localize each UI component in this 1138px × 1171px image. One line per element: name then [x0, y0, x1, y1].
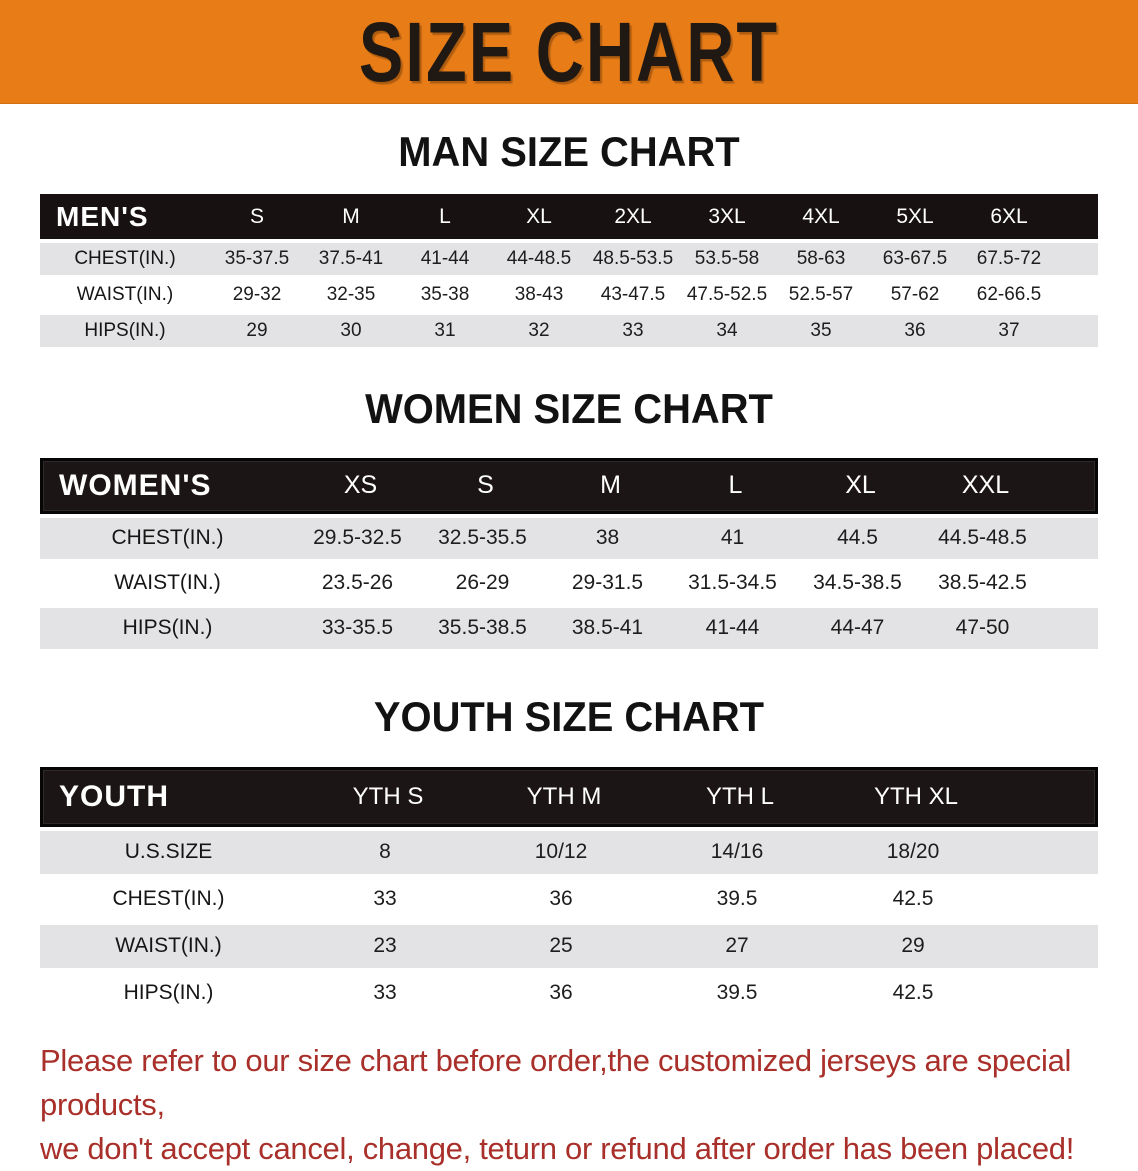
- size-value: 36: [904, 320, 926, 342]
- size-column-header: L: [439, 204, 451, 228]
- size-value: 44-47: [830, 616, 885, 640]
- size-value: 52.5-57: [788, 284, 854, 306]
- size-column-header: YTH L: [705, 782, 774, 810]
- size-column-header: XXL: [961, 471, 1010, 500]
- size-value: 41-44: [420, 248, 470, 270]
- size-value: 58-63: [796, 248, 846, 270]
- size-value: 29: [246, 320, 268, 342]
- size-value: 38: [595, 526, 620, 550]
- size-column-header: 6XL: [990, 204, 1028, 228]
- youth-size-table: [40, 767, 1098, 1015]
- size-value: 44.5: [837, 526, 878, 550]
- youth-table-header-row: [40, 767, 1098, 827]
- size-column-header: YTH XL: [873, 782, 959, 810]
- women-table-title: WOMEN'S: [59, 468, 212, 502]
- size-column-header: YTH M: [526, 782, 602, 810]
- size-value: 14/16: [710, 840, 764, 864]
- size-value: 31: [434, 320, 456, 342]
- size-value: 32.5-35.5: [438, 526, 527, 550]
- row-label: CHEST(IN.): [111, 526, 224, 550]
- size-chart-banner: [0, 0, 1138, 104]
- size-value: 38-43: [514, 284, 564, 306]
- women-size-table: [40, 458, 1098, 649]
- size-value: 8: [379, 840, 391, 864]
- women-hips-row: [40, 608, 1098, 649]
- size-value: 31.5-34.5: [688, 571, 777, 595]
- men-hips-row: [40, 315, 1098, 347]
- size-value: 67.5-72: [976, 248, 1042, 270]
- size-value: 36: [549, 981, 573, 1005]
- size-value: 10/12: [534, 840, 588, 864]
- size-value: 38.5-42.5: [938, 571, 1027, 595]
- size-column-header: YTH S: [352, 782, 424, 810]
- youth-chest-row: [40, 878, 1098, 921]
- size-column-header: S: [477, 471, 494, 500]
- size-value: 57-62: [890, 284, 940, 306]
- women-waist-row: [40, 563, 1098, 604]
- size-value: 53.5-58: [694, 248, 760, 270]
- size-value: 27: [725, 934, 749, 958]
- size-column-header: 2XL: [614, 204, 652, 228]
- size-column-header: M: [600, 471, 621, 500]
- men-section-heading: MAN SIZE CHART: [398, 128, 740, 175]
- size-column-header: 3XL: [708, 204, 746, 228]
- row-label: WAIST(IN.): [115, 934, 222, 958]
- row-label: U.S.SIZE: [124, 840, 213, 864]
- row-label: HIPS(IN.): [122, 616, 213, 640]
- size-value: 38.5-41: [571, 616, 644, 640]
- row-label: WAIST(IN.): [76, 284, 174, 306]
- row-label: CHEST(IN.): [112, 887, 225, 911]
- women-section-heading: WOMEN SIZE CHART: [365, 385, 773, 433]
- men-table-header-row: [40, 194, 1098, 239]
- disclaimer-line-1: Please refer to our size chart before order,the customized jerseys are special products,: [40, 1042, 1072, 1122]
- women-chest-row: [40, 518, 1098, 559]
- youth-hips-row: [40, 972, 1098, 1015]
- size-value: 33-35.5: [321, 616, 394, 640]
- size-value: 35-38: [420, 284, 470, 306]
- size-value: 39.5: [716, 981, 758, 1005]
- size-value: 35.5-38.5: [438, 616, 527, 640]
- size-value: 47-50: [955, 616, 1010, 640]
- women-table-header-row: [40, 458, 1098, 514]
- size-value: 41-44: [705, 616, 760, 640]
- youth-ussize-row: [40, 831, 1098, 874]
- men-chest-row: [40, 243, 1098, 275]
- youth-table-title: YOUTH: [59, 779, 169, 813]
- size-column-header: 5XL: [896, 204, 934, 228]
- size-value: 48.5-53.5: [592, 248, 674, 270]
- size-value: 35: [810, 320, 832, 342]
- size-value: 47.5-52.5: [686, 284, 768, 306]
- size-value: 29: [901, 934, 925, 958]
- youth-section-heading: YOUTH SIZE CHART: [373, 692, 765, 740]
- size-value: 30: [340, 320, 362, 342]
- size-column-header: L: [728, 471, 743, 500]
- size-value: 32: [528, 320, 550, 342]
- banner-title: SIZE CHART: [358, 3, 780, 100]
- size-value: 29.5-32.5: [313, 526, 402, 550]
- size-value: 44-48.5: [506, 248, 572, 270]
- disclaimer-text: [40, 1039, 1098, 1171]
- size-value: 23.5-26: [321, 571, 394, 595]
- size-value: 37: [998, 320, 1020, 342]
- men-waist-row: [40, 279, 1098, 311]
- size-column-header: XS: [343, 471, 378, 500]
- size-value: 36: [549, 887, 573, 911]
- size-value: 34.5-38.5: [813, 571, 902, 595]
- size-value: 42.5: [892, 887, 934, 911]
- size-value: 33: [622, 320, 644, 342]
- size-value: 43-47.5: [600, 284, 666, 306]
- size-value: 37.5-41: [318, 248, 384, 270]
- row-label: WAIST(IN.): [114, 571, 221, 595]
- men-table-title: MEN'S: [56, 200, 149, 232]
- disclaimer-line-2: we don't accept cancel, change, teturn or refund after order has been placed!: [40, 1130, 1075, 1166]
- size-value: 18/20: [886, 840, 940, 864]
- size-value: 32-35: [326, 284, 376, 306]
- size-column-header: M: [342, 204, 360, 228]
- size-value: 39.5: [716, 887, 758, 911]
- size-column-header: S: [249, 204, 264, 228]
- size-column-header: 4XL: [802, 204, 840, 228]
- size-value: 42.5: [892, 981, 934, 1005]
- size-value: 63-67.5: [882, 248, 948, 270]
- size-value: 33: [373, 887, 397, 911]
- men-size-table: [40, 194, 1098, 347]
- row-label: HIPS(IN.): [84, 320, 166, 342]
- size-value: 44.5-48.5: [938, 526, 1027, 550]
- size-value: 25: [549, 934, 573, 958]
- size-value: 34: [716, 320, 738, 342]
- row-label: HIPS(IN.): [123, 981, 214, 1005]
- size-value: 29-32: [232, 284, 282, 306]
- youth-waist-row: [40, 925, 1098, 968]
- size-column-header: XL: [526, 204, 552, 228]
- size-column-header: XL: [845, 471, 876, 500]
- size-value: 35-37.5: [224, 248, 290, 270]
- size-value: 33: [373, 981, 397, 1005]
- size-value: 62-66.5: [976, 284, 1042, 306]
- size-value: 23: [373, 934, 397, 958]
- size-value: 29-31.5: [571, 571, 644, 595]
- size-value: 26-29: [455, 571, 510, 595]
- row-label: CHEST(IN.): [74, 248, 176, 270]
- size-value: 41: [720, 526, 745, 550]
